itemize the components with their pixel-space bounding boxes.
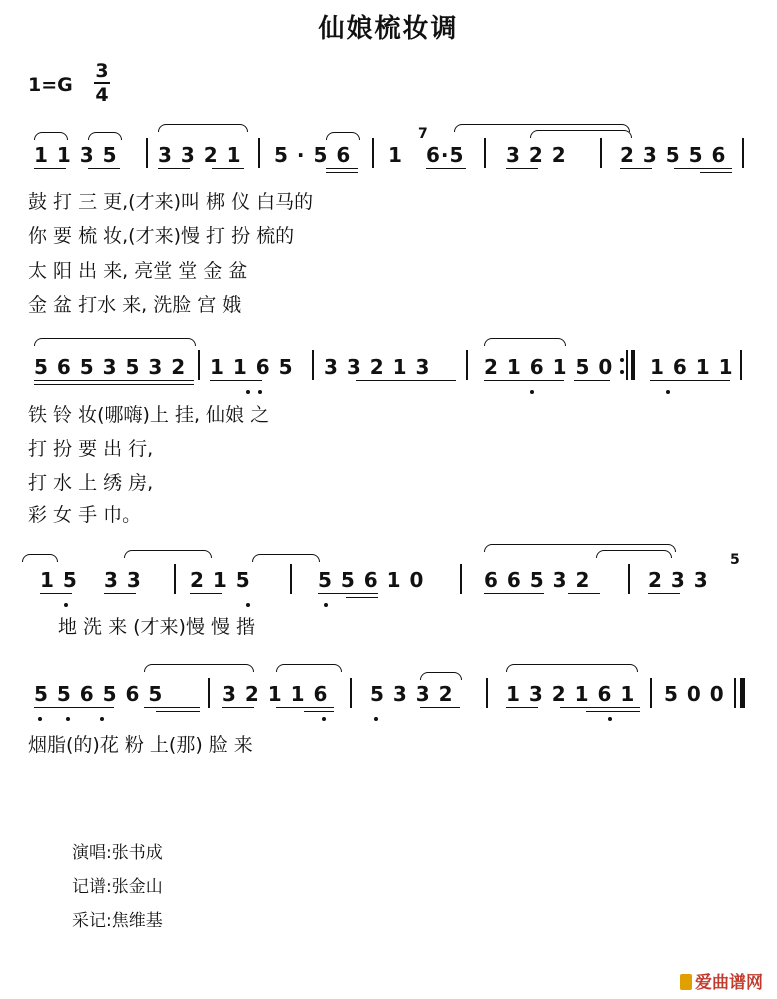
measure-notes: 3 3 2 1 3 (324, 355, 431, 379)
grace-note-5: 5 (730, 552, 740, 568)
slur (252, 554, 320, 562)
barline (650, 678, 652, 708)
underline (276, 707, 334, 708)
underline (700, 172, 732, 173)
octave-dot (666, 390, 670, 394)
slur (124, 550, 212, 558)
barline (740, 350, 742, 380)
octave-dot (374, 717, 378, 721)
credit-name: 焦维基 (111, 911, 163, 931)
underline (210, 380, 262, 381)
key-signature: 1=G (28, 74, 73, 96)
underline (34, 384, 194, 385)
slur (34, 132, 68, 140)
measure-notes: 5 5 6 5 6 5 (34, 682, 164, 706)
octave-dot (608, 717, 612, 721)
underline (356, 380, 456, 381)
barline (628, 564, 630, 594)
measure-notes: 1 5 (40, 568, 78, 592)
underline (506, 168, 538, 169)
credit-line (72, 838, 163, 863)
slur (596, 550, 672, 558)
measure-notes: 2 1 5 (190, 568, 251, 592)
lyric-line: 金 盆 打水 来, 洗脸 宫 娥 (28, 294, 242, 316)
lyric-line: 地 洗 来 (才来)慢 慢 揩 (58, 616, 256, 638)
underline (222, 707, 254, 708)
watermark-text: 爱曲谱网 (695, 973, 763, 993)
octave-dot (258, 390, 262, 394)
lyric-line: 彩 女 手 巾。 (28, 504, 142, 526)
credit-label: 记谱: (72, 877, 112, 897)
octave-dot (100, 717, 104, 721)
slur (484, 338, 566, 346)
watermark-logo (680, 968, 763, 993)
barline (312, 350, 314, 380)
octave-dot (246, 390, 250, 394)
underline (484, 380, 564, 381)
music-note-icon (680, 974, 692, 990)
underline (420, 707, 460, 708)
measure-notes: 5 3 3 2 (370, 682, 454, 706)
octave-dot (246, 603, 250, 607)
underline (144, 707, 200, 708)
underline (104, 593, 136, 594)
measure-notes: 5 5 6 1 0 (318, 568, 425, 592)
barline (466, 350, 468, 380)
measure-notes: 1 3 2 1 6 1 (506, 682, 636, 706)
underline (40, 593, 72, 594)
underline (88, 168, 120, 169)
barline (146, 138, 148, 168)
measure-4-note-a: 1 (388, 143, 403, 167)
slur (276, 664, 342, 672)
barline (198, 350, 200, 380)
underline (674, 168, 732, 169)
repeat-barline (631, 350, 635, 380)
credit-line (72, 872, 163, 897)
barline (484, 138, 486, 168)
underline (620, 168, 652, 169)
measure-notes: 1 1 6 5 (210, 355, 294, 379)
lyric-line: 打 扮 要 出 行, (28, 438, 154, 460)
barline (350, 678, 352, 708)
barline (174, 564, 176, 594)
octave-dot (530, 390, 534, 394)
song-title: 仙娘梳妆调 (318, 14, 459, 44)
underline (484, 593, 544, 594)
credit-name: 张金山 (111, 877, 163, 897)
barline (290, 564, 292, 594)
underline (326, 168, 358, 169)
lyric-line: 烟脂(的)花 粉 上(那) 脸 来 (28, 734, 253, 756)
octave-dot (64, 603, 68, 607)
octave-dot (66, 717, 70, 721)
underline (318, 593, 378, 594)
slur (326, 132, 360, 140)
time-signature-bottom: 4 (95, 84, 109, 106)
lyric-line: 铁 铃 妆(哪嗨)上 挂, 仙娘 之 (28, 404, 270, 426)
underline (574, 380, 610, 381)
underline (586, 711, 640, 712)
measure-notes: 2 3 3 (648, 568, 709, 592)
credit-label: 演唱: (72, 843, 112, 863)
measure-4-note-b: 6·5 (426, 143, 465, 167)
underline (326, 172, 358, 173)
slur (530, 130, 632, 138)
credit-line (72, 906, 163, 931)
lyric-line: 打 水 上 绣 房, (28, 472, 154, 494)
barline (600, 138, 602, 168)
underline (506, 707, 538, 708)
underline (304, 711, 334, 712)
grace-note-7: 7 (418, 126, 428, 142)
underline (650, 380, 730, 381)
final-barline-thin (734, 678, 736, 708)
measure-notes: 2 1 6 1 5 0 (484, 355, 614, 379)
measure-6-notes: 2 3 5 5 6 (620, 143, 727, 167)
slur (22, 554, 58, 562)
underline (34, 380, 194, 381)
slur (88, 132, 122, 140)
credit-name: 张书成 (111, 843, 163, 863)
underline (212, 168, 244, 169)
slur (34, 338, 196, 346)
barline (486, 678, 488, 708)
lyric-line: 鼓 打 三 更,(才来)叫 梆 仪 白马的 (28, 191, 314, 213)
underline (560, 707, 640, 708)
octave-dot (324, 603, 328, 607)
octave-dot (38, 717, 42, 721)
slur (158, 124, 248, 132)
underline (158, 168, 190, 169)
measure-2-notes: 3 3 2 1 (158, 143, 242, 167)
slur (144, 664, 254, 672)
barline (626, 350, 628, 380)
underline (34, 707, 114, 708)
underline (568, 593, 600, 594)
underline (34, 168, 66, 169)
lyric-line: 你 要 梳 妆,(才来)慢 打 扮 梳的 (28, 225, 295, 247)
barline (208, 678, 210, 708)
barline (372, 138, 374, 168)
final-barline-thick (740, 678, 745, 708)
underline (190, 593, 222, 594)
octave-dot (322, 717, 326, 721)
barline (742, 138, 744, 168)
repeat-dot (620, 370, 624, 374)
measure-3-notes: 5 · 5 6 (274, 143, 352, 167)
measure-notes: 5 0 0 (664, 682, 725, 706)
time-signature-top: 3 (95, 60, 109, 82)
barline (258, 138, 260, 168)
underline (346, 597, 378, 598)
measure-notes: 3 3 (104, 568, 142, 592)
measure-1-notes: 1 1 3 5 (34, 143, 118, 167)
measure-5-notes: 3 2 2 (506, 143, 567, 167)
underline (426, 168, 466, 169)
measure-notes: 3 2 1 1 6 (222, 682, 329, 706)
measure-notes: 6 6 5 3 2 (484, 568, 591, 592)
lyric-line: 太 阳 出 来, 亮堂 堂 金 盆 (28, 260, 248, 282)
measure-notes: 5 6 5 3 5 3 2 (34, 355, 187, 379)
measure-notes: 1 6 1 1 (650, 355, 734, 379)
slur (506, 664, 638, 672)
underline (648, 593, 680, 594)
barline (460, 564, 462, 594)
underline (156, 711, 200, 712)
credit-label: 采记: (72, 911, 112, 931)
time-signature (92, 60, 112, 106)
repeat-dot (620, 358, 624, 362)
slur (420, 672, 462, 680)
